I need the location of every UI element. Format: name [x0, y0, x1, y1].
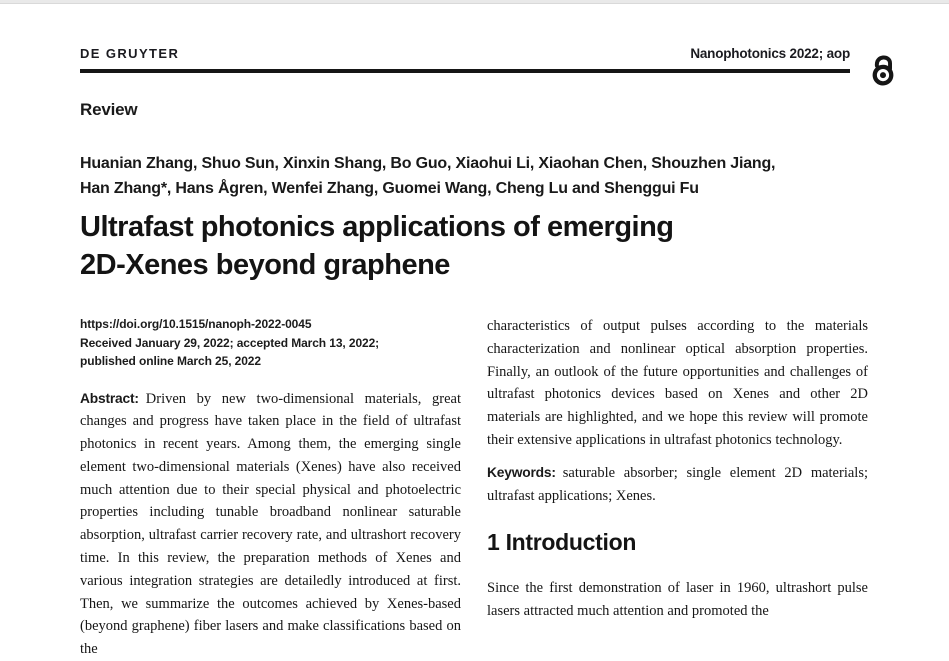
article-title [80, 208, 868, 284]
column-right [487, 315, 868, 661]
title-line-2: 2D-Xenes beyond graphene [80, 246, 868, 284]
masthead-rule [80, 69, 850, 73]
history-line-2: published online March 25, 2022 [80, 352, 461, 371]
history-line-1: Received January 29, 2022; accepted March 13, 2022; [80, 334, 461, 353]
abstract-continuation-paragraph: characteristics of output pulses according to the materials characterization and nonlinear optical absorption properties. Finally, an outlook of the future opportunities and challenges of ultrafast photonics devices based on Xenes and other 2D materials are highlighted, and we hope this review will promote their extensive applications in ultrafast photonics technology. [487, 315, 868, 452]
open-access-lock-icon [868, 51, 898, 87]
abstract-label: Abstract: [80, 391, 139, 406]
doi-link[interactable]: https://doi.org/10.1515/nanoph-2022-0045 [80, 317, 311, 331]
masthead [80, 46, 850, 61]
author-line-1: Huanian Zhang, Shuo Sun, Xinxin Shang, Bo Guo, Xiaohui Li, Xiaohan Chen, Shouzhen Jiang, [80, 151, 868, 176]
section-heading-introduction: 1 Introduction [487, 529, 868, 556]
journal-citation: Nanophotonics 2022; aop [690, 46, 850, 61]
column-left [80, 315, 461, 661]
abstract-paragraph [80, 388, 461, 661]
author-line-2: Han Zhang*, Hans Ågren, Wenfei Zhang, Guomei Wang, Cheng Lu and Shenggui Fu [80, 176, 868, 201]
introduction-paragraph: Since the first demonstration of laser in 1960, ultrashort pulse lasers attracted much attention and promoted the [487, 577, 868, 623]
abstract-text-col1: Driven by new two-dimensional materials, great changes and progress have taken place in the field of ultrafast photonics in recent years. Among them, the emerging single element two-dimensional materials (Xenes) have also received much attention due to their special physical and photoelectric properties including tunable broadband nonlinear saturable absorption, ultrafast carrier recovery rate, and ultrashort recovery time. In this review, the preparation methods of Xenes and various integration strategies are detailedly introduced at first. Then, we summarize the outcomes achieved by Xenes-based (beyond graphene) fiber lasers and make classifications based on the [80, 391, 461, 658]
viewer-top-edge [0, 0, 949, 4]
title-line-1: Ultrafast photonics applications of emerging [80, 208, 868, 246]
article-type-label: Review [80, 100, 868, 120]
keywords-label: Keywords: [487, 465, 556, 480]
publisher-name: DE GRUYTER [80, 46, 179, 61]
page [80, 46, 868, 661]
keywords-text: saturable absorber; single element 2D materials; ultrafast applications; Xenes. [487, 465, 868, 504]
keywords-paragraph [487, 462, 868, 508]
article-body-columns [80, 315, 868, 661]
author-list [80, 151, 868, 201]
article-metadata [80, 315, 461, 371]
